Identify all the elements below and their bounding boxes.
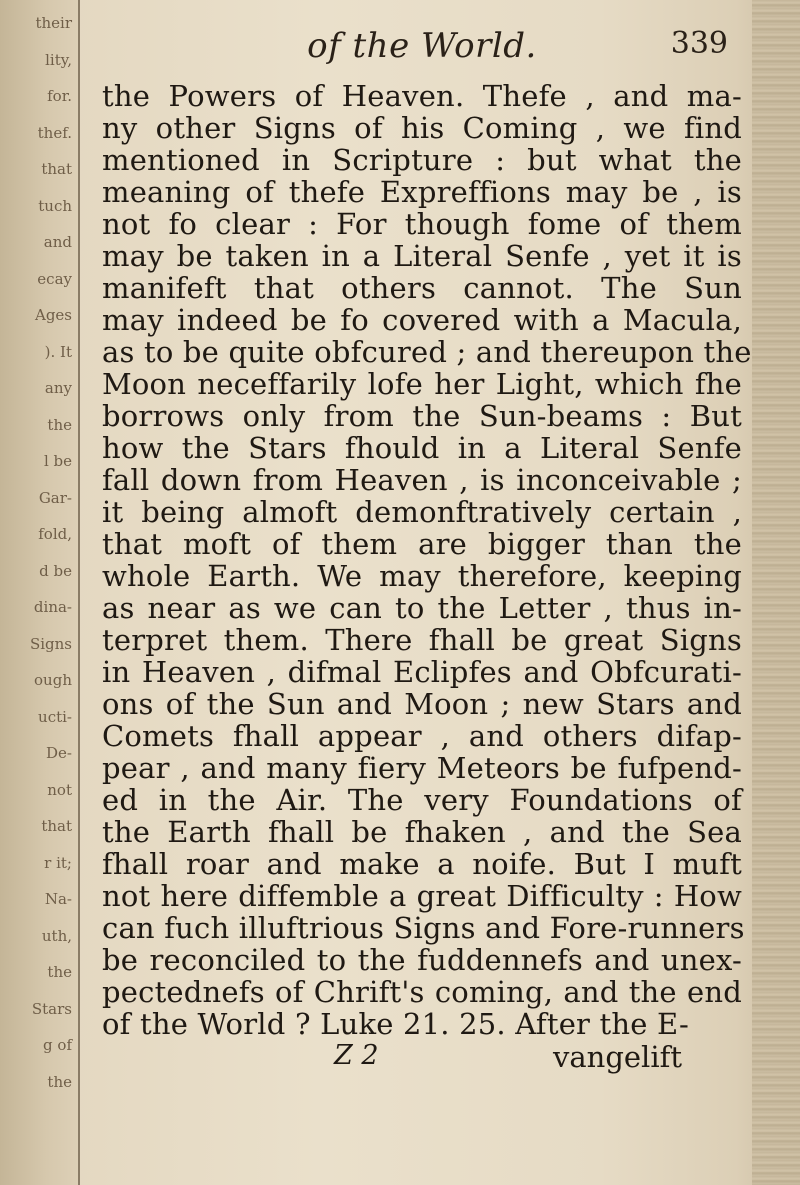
- page-number: 339: [670, 26, 728, 61]
- text-line: as near as we can to the Letter , thus in-: [102, 591, 742, 625]
- facing-page-fragment: the: [47, 963, 72, 981]
- text-line: not here diffemble a great Difficulty : How: [102, 879, 742, 913]
- text-line: not fo clear : For though fome of them: [102, 207, 742, 241]
- page-header: [102, 18, 742, 80]
- facing-page-fragment: their: [35, 14, 72, 32]
- text-line: fhall roar and make a noife. But I muft: [102, 847, 742, 881]
- text-line: be reconciled to the fuddennefs and unex-: [102, 943, 742, 977]
- facing-page-fragment: ecay: [37, 269, 72, 288]
- facing-page-fragment: d be: [39, 561, 72, 580]
- facing-page-fragment: that: [41, 160, 72, 178]
- text-line: that moft of them are bigger than the: [102, 527, 742, 561]
- text-line: whole Earth. We may therefore, keeping: [102, 559, 742, 593]
- text-line: Moon neceffarily lofe her Light, which fhe: [102, 367, 742, 401]
- text-line: how the Stars fhould in a Literal Senfe: [102, 431, 742, 465]
- facing-page-fragment: Ages: [34, 306, 72, 324]
- text-line: as to be quite obfcured ; and thereupon the: [102, 335, 752, 369]
- text-line: terpret them. There fhall be great Signs: [102, 623, 742, 657]
- text-line: pear , and many fiery Meteors be fufpend-: [102, 751, 742, 785]
- text-line: meaning of thefe Expreffions may be , is: [102, 175, 742, 209]
- facing-page-fragment: Na-: [44, 890, 72, 908]
- text-line: it being almoft demonftratively certain ,: [102, 495, 742, 529]
- text-line: the Earth fhall be fhaken , and the Sea: [102, 815, 742, 849]
- facing-page-fragment: ucti-: [38, 707, 72, 726]
- text-line: can fuch illuftrious Signs and Fore-runners: [102, 911, 745, 945]
- facing-page-fragment: ough: [34, 671, 72, 689]
- text-line: ed in the Air. The very Foundations of: [102, 783, 742, 817]
- page-footer: [102, 1040, 742, 1074]
- facing-page-fragment: Gar-: [38, 488, 72, 507]
- facing-page-fragment: any: [44, 379, 72, 397]
- facing-page-fragment: ). It: [44, 342, 72, 361]
- running-head: of the World.: [307, 26, 537, 66]
- facing-page-fragment: De-: [46, 744, 72, 762]
- facing-page-fragment: l be: [43, 452, 72, 470]
- facing-page-fragment: Signs: [29, 634, 72, 653]
- facing-page-fragment: g of: [43, 1036, 72, 1054]
- signature-mark: Z 2: [334, 1040, 379, 1071]
- text-line: in Heaven , difmal Eclipfes and Obfcurati-: [102, 655, 742, 689]
- facing-page-fragment: not: [47, 780, 72, 799]
- text-line: pectednefs of Chrift's coming, and the end: [102, 975, 742, 1009]
- text-line: fall down from Heaven , is inconceivable ;: [102, 463, 742, 497]
- catchword: vangelift: [552, 1040, 682, 1074]
- page-edge-right: [752, 0, 800, 1185]
- facing-page-fragment: that: [41, 817, 72, 835]
- text-line: manifeft that others cannot. The Sun: [102, 271, 742, 305]
- facing-page-fragment: uth,: [41, 926, 72, 945]
- facing-page-fragment: for.: [47, 87, 72, 105]
- facing-page-fragment: and: [43, 233, 72, 251]
- text-line: ons of the Sun and Moon ; new Stars and: [102, 687, 742, 721]
- text-line: mentioned in Scripture : but what the: [102, 143, 742, 177]
- facing-page-fragment: thef.: [37, 123, 72, 142]
- text-line: ny other Signs of his Coming , we find: [102, 111, 742, 145]
- facing-page-fragment: r it;: [44, 853, 72, 872]
- facing-page-fragment: tuch: [38, 196, 72, 215]
- body-text: [102, 79, 752, 1041]
- text-line: the Powers of Heaven. Thefe , and ma-: [102, 79, 742, 113]
- facing-page-edge: [0, 0, 80, 1185]
- facing-page-fragment: dina-: [33, 598, 72, 616]
- facing-page-fragment: fold,: [38, 525, 72, 543]
- text-line: Comets fhall appear , and others difap-: [102, 719, 742, 753]
- facing-page-fragment: Stars: [31, 999, 72, 1018]
- text-line: may indeed be fo covered with a Macula,: [102, 303, 742, 337]
- text-line: borrows only from the Sun-beams : But: [102, 399, 742, 433]
- facing-page-fragment: the: [47, 415, 72, 434]
- facing-page-fragment: the: [47, 1072, 72, 1091]
- text-line: of the World ? Luke 21. 25. After the E-: [102, 1007, 689, 1041]
- book-page: [102, 18, 752, 1074]
- facing-page-fragment: lity,: [45, 50, 72, 69]
- text-line: may be taken in a Literal Senfe , yet it is: [102, 239, 742, 273]
